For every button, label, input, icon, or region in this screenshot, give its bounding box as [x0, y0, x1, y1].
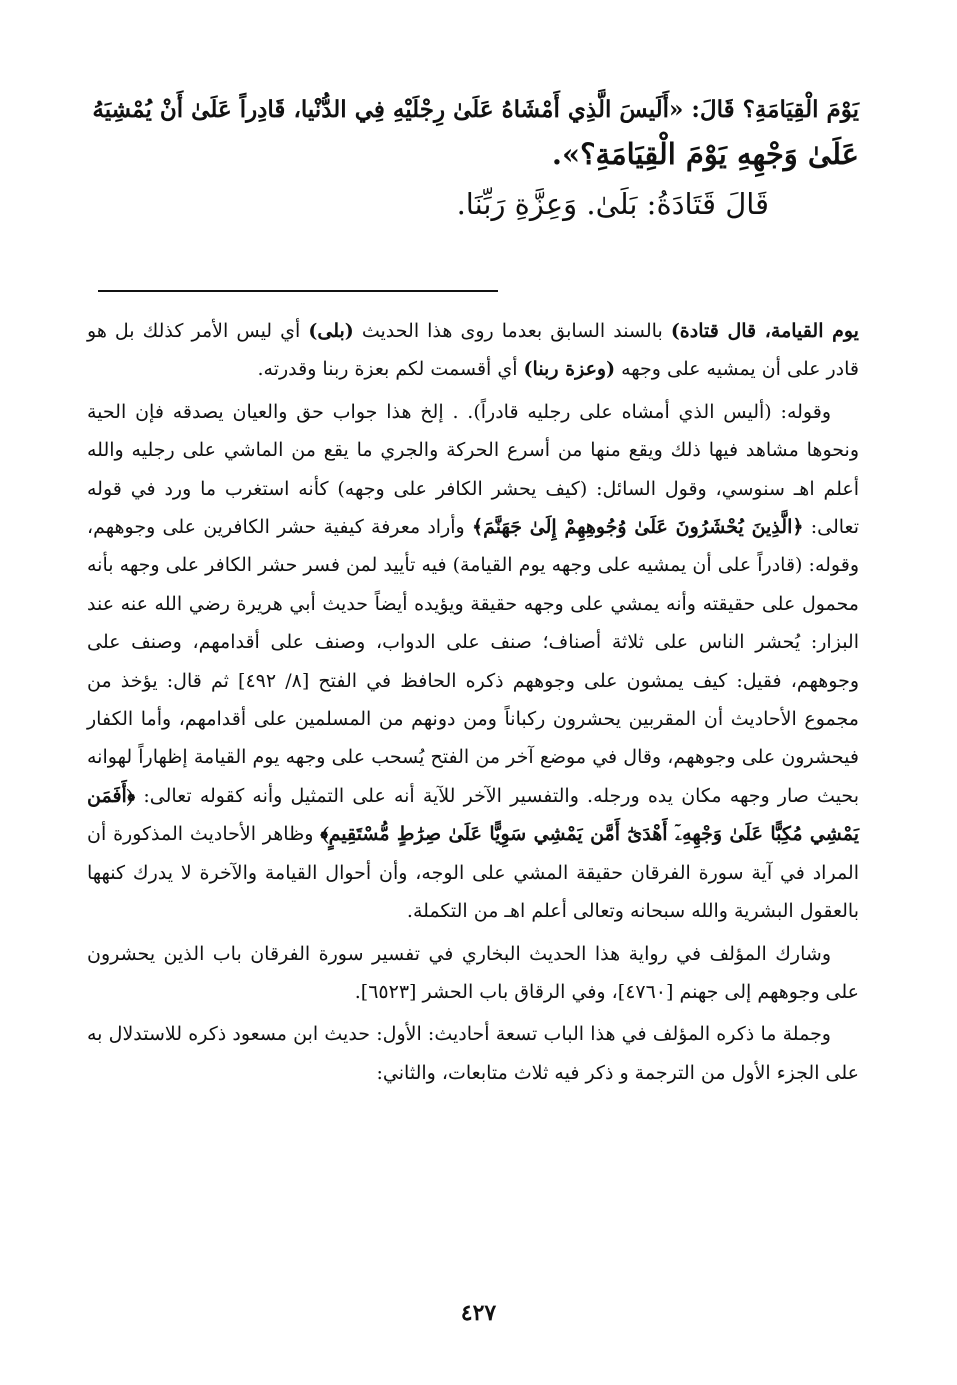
text-span: أي أقسمت لكم بعزة ربنا وقدرته. — [257, 358, 524, 381]
text-span: أي ليس الأمر كذلك بل هو قادر على أن يمشيه على وجهه — [87, 320, 859, 381]
hadith-text — [91, 88, 859, 226]
text-span: وأراد معرفة كيفية حشر الكافرين على وجوههم، وقوله: (قادراً على أن يمشيه على وجهه يوم القيامة) فيه تأييد لمن فسر حشر الكافر على وجهه بأنه محمول على حقيقته وأنه يمشي على وجهه حقيقة ويؤيده أيضاً حديث أبي هريرة رضي الله عنه عند البزار: يُحشر الناس على ثلاثة أصناف؛ صنف على الدواب، وصنف على أقدامهم، وصنف على وجوههم، فقيل: كيف يمشون على وجوههم ذكره الحافظ في الفتح [٨/ ٤٩٢] ثم قال: يؤخذ من مجموع الأحاديث أن المقربين يحشرون ركباناً ومن دونهم من المسلمين على أقدامهم، وأما الكفار فيحشرون على وجوههم، وقال في موضع آخر من الفتح يُسحب على وجهه يوم القيامة إظهاراً لهوانه بحيث صار وجهه مكان يده ورجله. والتفسير الآخر للآية أنه على التمثيل وأنه كقوله تعالى: — [87, 516, 859, 807]
quran-verse: ﴿أَفَمَن يَمْشِي مُكِبًّا عَلَىٰ وَجْهِهِۦٓ أَهْدَىٰٓ أَمَّن يَمْشِي سَوِيًّا عَلَىٰ صِرَٰطٍ مُّسْتَقِيمٍ﴾ — [87, 784, 859, 846]
bold-phrase: (وعزة ربنا) — [523, 358, 616, 381]
text-span: وقوله: (أليس الذي أمشاه على رجليه قادراً). . إلخ هذا جواب حق والعيان يصدقه فإن الحية ونحوها مشاهد فيها ذلك ويقع منها من أسرع الحركة والجري ما يقع من الماشي على رجليه والله أعلم اهـ سنوسي، وقول السائل: (كيف يحشر الكافر على وجهه) كأنه استغرب ما ورد في قوله تعالى: — [87, 400, 860, 539]
commentary-paragraph-1 — [87, 312, 859, 389]
bold-phrase: يوم القيامة، قال قتادة) — [670, 320, 859, 342]
footnote-divider — [98, 290, 498, 292]
qatada-statement: قَالَ قَتَادَةُ: بَلَىٰ. وَعِزَّةِ رَبِّنَا. — [456, 187, 769, 221]
page-number: ٤٢٧ — [460, 1300, 497, 1326]
text-span: بالسند السابق بعدما روى هذا الحديث — [353, 320, 671, 342]
quran-verse: ﴿الَّذِينَ يُحْشَرُونَ عَلَىٰ وُجُوهِهِمْ إِلَىٰ جَهَنَّمَ﴾ — [471, 516, 804, 539]
hadith-line-2: عَلَىٰ وَجْهِهِ يَوْمَ الْقِيَامَةِ؟». — [551, 137, 859, 171]
commentary — [87, 312, 859, 1096]
hadith-line-1: يَوْمَ الْقِيَامَةِ؟ قَالَ: «أَلَيسَ الَّذِي أَمْشَاهُ عَلَىٰ رِجْلَيْهِ فِي الدُّنْيا، قَادِراً عَلَىٰ أَنْ يُمْشِيَهُ — [92, 96, 859, 123]
commentary-paragraph-2 — [87, 393, 859, 931]
text-span: وظاهر الأحاديث المذكورة أن المراد في آية سورة الفرقان حقيقة المشي على الوجه، وأن أحوال القيامة والآخرة لا يدرك كنهها بالعقول البشرية والله سبحانه وتعالى أعلم اهـ من التكملة. — [87, 823, 859, 923]
commentary-paragraph-3: وشارك المؤلف في رواية هذا الحديث البخاري في تفسير سورة الفرقان باب الذين يحشرون على وجوههم إلى جهنم [٤٧٦٠]، وفي الرقاق باب الحشر [٦٥٢٣]. — [87, 942, 859, 1003]
commentary-paragraph-4: وجملة ما ذكره المؤلف في هذا الباب تسعة أحاديث: الأول: حديث ابن مسعود ذكره للاستدلال به على الجزء الأول من الترجمة و ذكر فيه ثلاث متابعات، والثاني: — [87, 1023, 859, 1084]
bold-phrase: (بلى) — [308, 320, 354, 342]
